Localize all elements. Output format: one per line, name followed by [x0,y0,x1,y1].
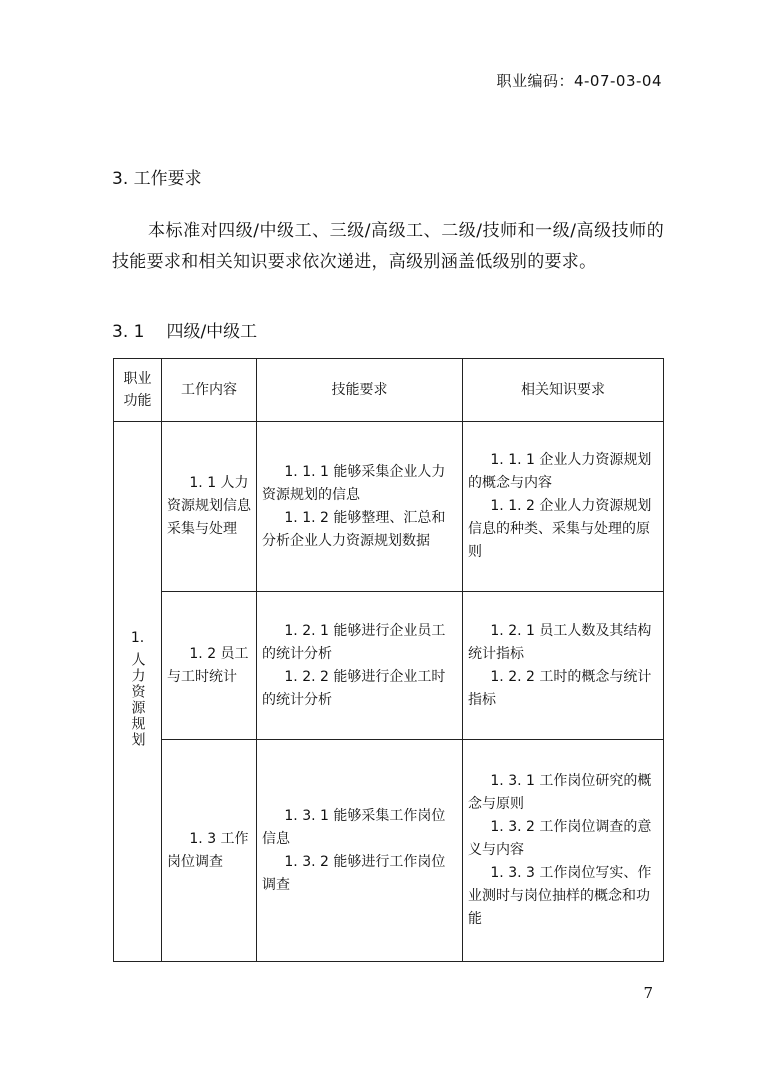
header-function [114,359,162,422]
intro-text: 本标准对四级/中级工、三级/高级工、二级/技师和一级/高级技师的技能要求和相关知识要求依次递进，高级别涵盖低级别的要求。 [112,221,664,272]
content-cell [162,740,257,962]
content-text: 1. 2 员工与工时统计 [167,645,249,685]
content-text: 1. 1 人力资源规划信息采集与处理 [167,475,251,537]
knowledge-item: 1. 2. 2 工时的概念与统计指标 [468,668,652,708]
header-content: 工作内容 [162,359,257,422]
function-name: 人力资源规划 [129,652,146,748]
subsection-title: 四级/中级工 [166,322,258,342]
content-text: 1. 3 工作岗位调查 [167,830,249,870]
section-heading: 3. 工作要求 [112,169,202,189]
function-number: 1. [130,630,145,646]
content-cell [162,592,257,740]
table-row [114,740,664,962]
knowledge-cell [463,592,664,740]
occupation-code: 职业编码：4-07-03-04 [496,72,662,90]
requirements-table [113,358,664,962]
page-number: 7 [643,984,653,1002]
subsection-number: 3. 1 [112,322,145,342]
skill-item: 1. 3. 1 能够采集工作岗位信息 [262,807,446,847]
skills-cell [257,422,463,592]
skills-cell [257,592,463,740]
table-row [114,592,664,740]
knowledge-item: 1. 3. 2 工作岗位调查的意义与内容 [468,819,652,858]
header-knowledge: 相关知识要求 [463,359,664,422]
skill-item: 1. 2. 1 能够进行企业员工的统计分析 [262,622,446,662]
content-cell [162,422,257,592]
knowledge-cell [463,422,664,592]
skill-item: 1. 1. 1 能够采集企业人力资源规划的信息 [262,463,446,503]
table-row [114,422,664,592]
table-header-row [114,359,664,422]
knowledge-cell [463,740,664,962]
skills-cell [257,740,463,962]
skill-item: 1. 2. 2 能够进行企业工时的统计分析 [262,668,446,708]
knowledge-item: 1. 1. 2 企业人力资源规划信息的种类、采集与处理的原则 [468,498,652,560]
skill-item: 1. 1. 2 能够整理、汇总和分析企业人力资源规划数据 [262,509,446,549]
header-function-label: 职业功能 [123,371,152,409]
knowledge-item: 1. 3. 3 工作岗位写实、作业测时与岗位抽样的概念和功能 [468,865,652,927]
function-cell [114,422,162,962]
header-skills: 技能要求 [257,359,463,422]
subsection-heading [112,317,257,342]
knowledge-item: 1. 2. 1 员工人数及其结构统计指标 [468,622,652,662]
knowledge-item: 1. 3. 1 工作岗位研究的概念与原则 [468,773,652,812]
intro-paragraph [112,216,664,278]
skill-item: 1. 3. 2 能够进行工作岗位调查 [262,853,446,893]
knowledge-item: 1. 1. 1 企业人力资源规划的概念与内容 [468,452,652,491]
